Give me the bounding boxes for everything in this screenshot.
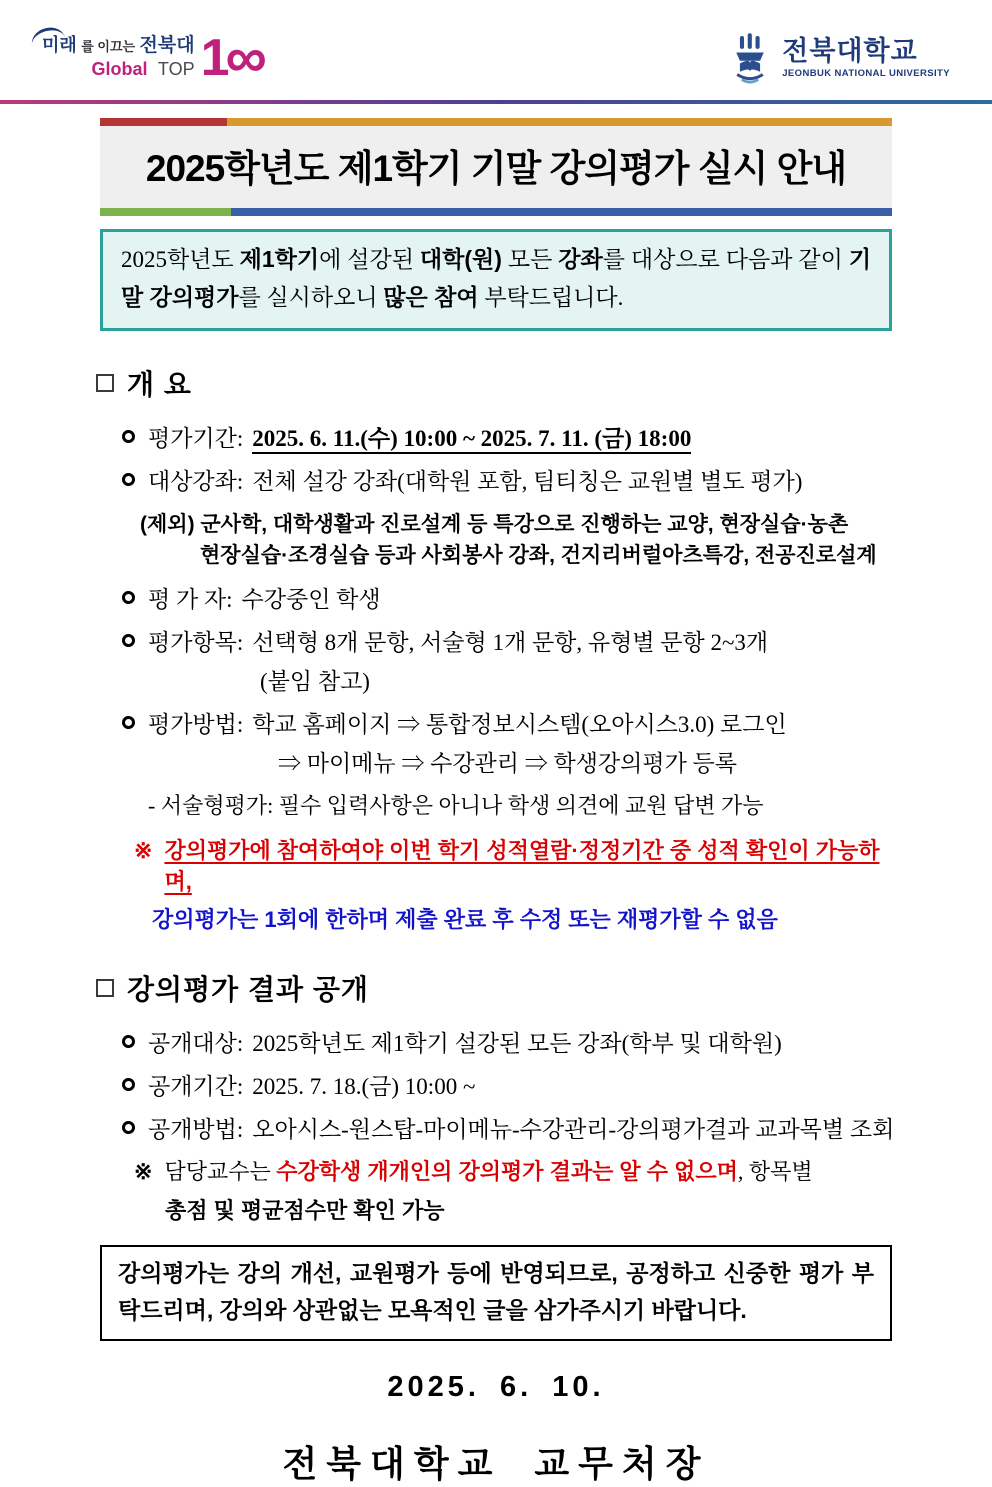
target-value: 전체 설강 강좌(대학원 포함, 팀티칭은 교원별 별도 평가): [252, 468, 803, 494]
warning-note-red: [134, 836, 904, 898]
logo-tagline-mid: 를 이끄는: [81, 39, 136, 55]
disclosure-heading-text: 강의평가 결과 공개: [127, 974, 369, 1006]
reference-mark: ※: [134, 837, 153, 863]
target-text: [148, 466, 904, 497]
circle-bullet-icon: [122, 1035, 135, 1048]
exclusion-note-line1: (제외) 군사학, 대학생활과 진로설계 등 특강으로 진행하는 교양, 현장실습·농촌: [140, 512, 849, 536]
banner-bottom-stripe: [100, 208, 892, 216]
disclosure-method-value: 오아시스-원스탑-마이메뉴-수강관리-강의평가결과 교과목별 조회: [252, 1117, 895, 1143]
warning-note-blue: [152, 905, 904, 936]
essay-eval-note: - 서술형평가: 필수 입력사항은 아니나 학생 의견에 교원 답변 가능: [148, 792, 764, 818]
page-header: [0, 0, 992, 100]
disclosure-period-text: [148, 1071, 904, 1102]
warning-blue-text: 강의평가는 1회에 한하며 제출 완료 후 수정 또는 재평가할 수 없음: [152, 907, 778, 933]
circle-bullet-icon: [122, 1121, 135, 1134]
questions-value-line2: (붙임 참고): [260, 668, 370, 694]
method-label: 평가방법:: [148, 711, 244, 737]
logo-global-top: [91, 59, 194, 80]
top100-infinity-glyph: ∞: [225, 25, 265, 90]
questions-label: 평가항목:: [148, 629, 244, 655]
signature-line: 전북대학교 교무처장: [282, 1442, 710, 1484]
disclosure-method-label: 공개방법:: [148, 1117, 244, 1143]
disclosure-note-line2: 총점 및 평균점수만 확인 가능: [165, 1198, 445, 1224]
university-name-block: [782, 37, 950, 78]
overview-item-eval-period: [96, 423, 904, 454]
disclosure-period-value: 2025. 7. 18.(금) 10:00 ~: [252, 1074, 476, 1100]
questions-value: 선택형 8개 문항, 서술형 1개 문항, 유형별 문항 2~3개: [252, 629, 769, 655]
eval-period-label: 평가기간:: [148, 425, 244, 451]
eval-period-value: 2025. 6. 11.(수) 10:00 ~ 2025. 7. 11. (금) 18:00: [252, 426, 691, 454]
circle-bullet-icon: [122, 634, 135, 647]
logo-top-text: TOP: [157, 59, 195, 80]
jbnu-global-top100-logo: [42, 25, 265, 90]
page-title: 2025학년도 제1학기 기말 강의평가 실시 안내: [100, 126, 892, 208]
document-date: 2025. 6. 10.: [387, 1370, 605, 1403]
overview-heading-text: 개 요: [127, 368, 192, 400]
document-body: [96, 363, 904, 1225]
overview-item-questions: [96, 627, 904, 697]
logo-global-text: Global: [91, 59, 148, 80]
eval-period-text: [148, 423, 904, 454]
banner-stripe-orange: [227, 118, 892, 126]
logo-tagline-mirae: 미래: [42, 35, 77, 55]
university-emblem-icon: [728, 33, 772, 83]
disclosure-target-text: [148, 1028, 904, 1059]
overview-item-evaluator: [96, 584, 904, 615]
evaluator-label: 평 가 자:: [148, 586, 233, 612]
circle-bullet-icon: [122, 430, 135, 443]
evaluator-value: 수강중인 학생: [241, 586, 381, 612]
disclosure-item-method: [96, 1114, 904, 1145]
warning-red-text: 강의평가에 참여하여야 이번 학기 성적열람·정정기간 중 성적 확인이 가능하며,: [164, 837, 880, 894]
disclosure-method-text: [148, 1114, 904, 1145]
square-bullet-icon: [96, 979, 114, 997]
university-name-kr: 전북대학교: [782, 36, 918, 67]
banner-stripe-red: [100, 118, 227, 126]
university-name-en: JEONBUK NATIONAL UNIVERSITY: [782, 67, 950, 79]
logo-tagline: [42, 35, 195, 57]
disclosure-note-text: 담당교수는 수강학생 개개인의 강의평가 결과는 알 수 없으며, 항목별: [164, 1159, 813, 1185]
top100-digit-one: 1: [200, 29, 230, 87]
logo-tagline-jbnu: 전북대: [139, 35, 195, 57]
overview-item-target: [96, 466, 904, 497]
circle-bullet-icon: [122, 591, 135, 604]
target-label: 대상강좌:: [148, 468, 244, 494]
caution-box: 강의평가는 강의 개선, 교원평가 등에 반영되므로, 공정하고 신중한 평가 부탁드리며, 강의와 상관없는 모욕적인 글을 삼가주시기 바랍니다.: [100, 1245, 892, 1341]
disclosure-note: [134, 1157, 904, 1188]
exclusion-note-line2: 현장실습·조경실습 등과 사회봉사 강좌, 건지리버럴아츠특강, 전공진로설계: [200, 544, 877, 568]
top100-number-icon: [200, 25, 265, 90]
method-text: [148, 709, 904, 779]
overview-item-method: [96, 709, 904, 779]
disclosure-target-value: 2025학년도 제1학기 설강된 모든 강좌(학부 및 대학원): [252, 1031, 782, 1057]
method-value-line2: ⇒ 마이메뉴 ⇒ 수강관리 ⇒ 학생강의평가 등록: [278, 750, 737, 776]
questions-text: [148, 627, 904, 697]
banner-stripe-green: [100, 208, 231, 216]
overview-heading: [96, 363, 904, 403]
circle-bullet-icon: [122, 1078, 135, 1091]
disclosure-item-target: [96, 1028, 904, 1059]
evaluator-text: [148, 584, 904, 615]
logo-tagline-block: [42, 35, 195, 80]
disclosure-heading: [96, 968, 904, 1008]
banner-top-stripe: [100, 118, 892, 126]
method-value: 학교 홈페이지 ⇒ 통합정보시스템(오아시스3.0) 로그인: [252, 711, 787, 737]
title-banner: [100, 118, 892, 216]
university-logo: [728, 33, 950, 83]
circle-bullet-icon: [122, 473, 135, 486]
header-divider: [0, 100, 992, 104]
disclosure-period-label: 공개기간:: [148, 1074, 244, 1100]
reference-mark: ※: [134, 1159, 153, 1185]
banner-stripe-blue: [231, 208, 892, 216]
intro-box: 2025학년도 제1학기에 설강된 대학(원) 모든 강좌를 대상으로 다음과 같이 기말 강의평가를 실시하오니 많은 참여 부탁드립니다.: [100, 229, 892, 331]
disclosure-target-label: 공개대상:: [148, 1031, 244, 1057]
disclosure-item-period: [96, 1071, 904, 1102]
circle-bullet-icon: [122, 716, 135, 729]
square-bullet-icon: [96, 374, 114, 392]
